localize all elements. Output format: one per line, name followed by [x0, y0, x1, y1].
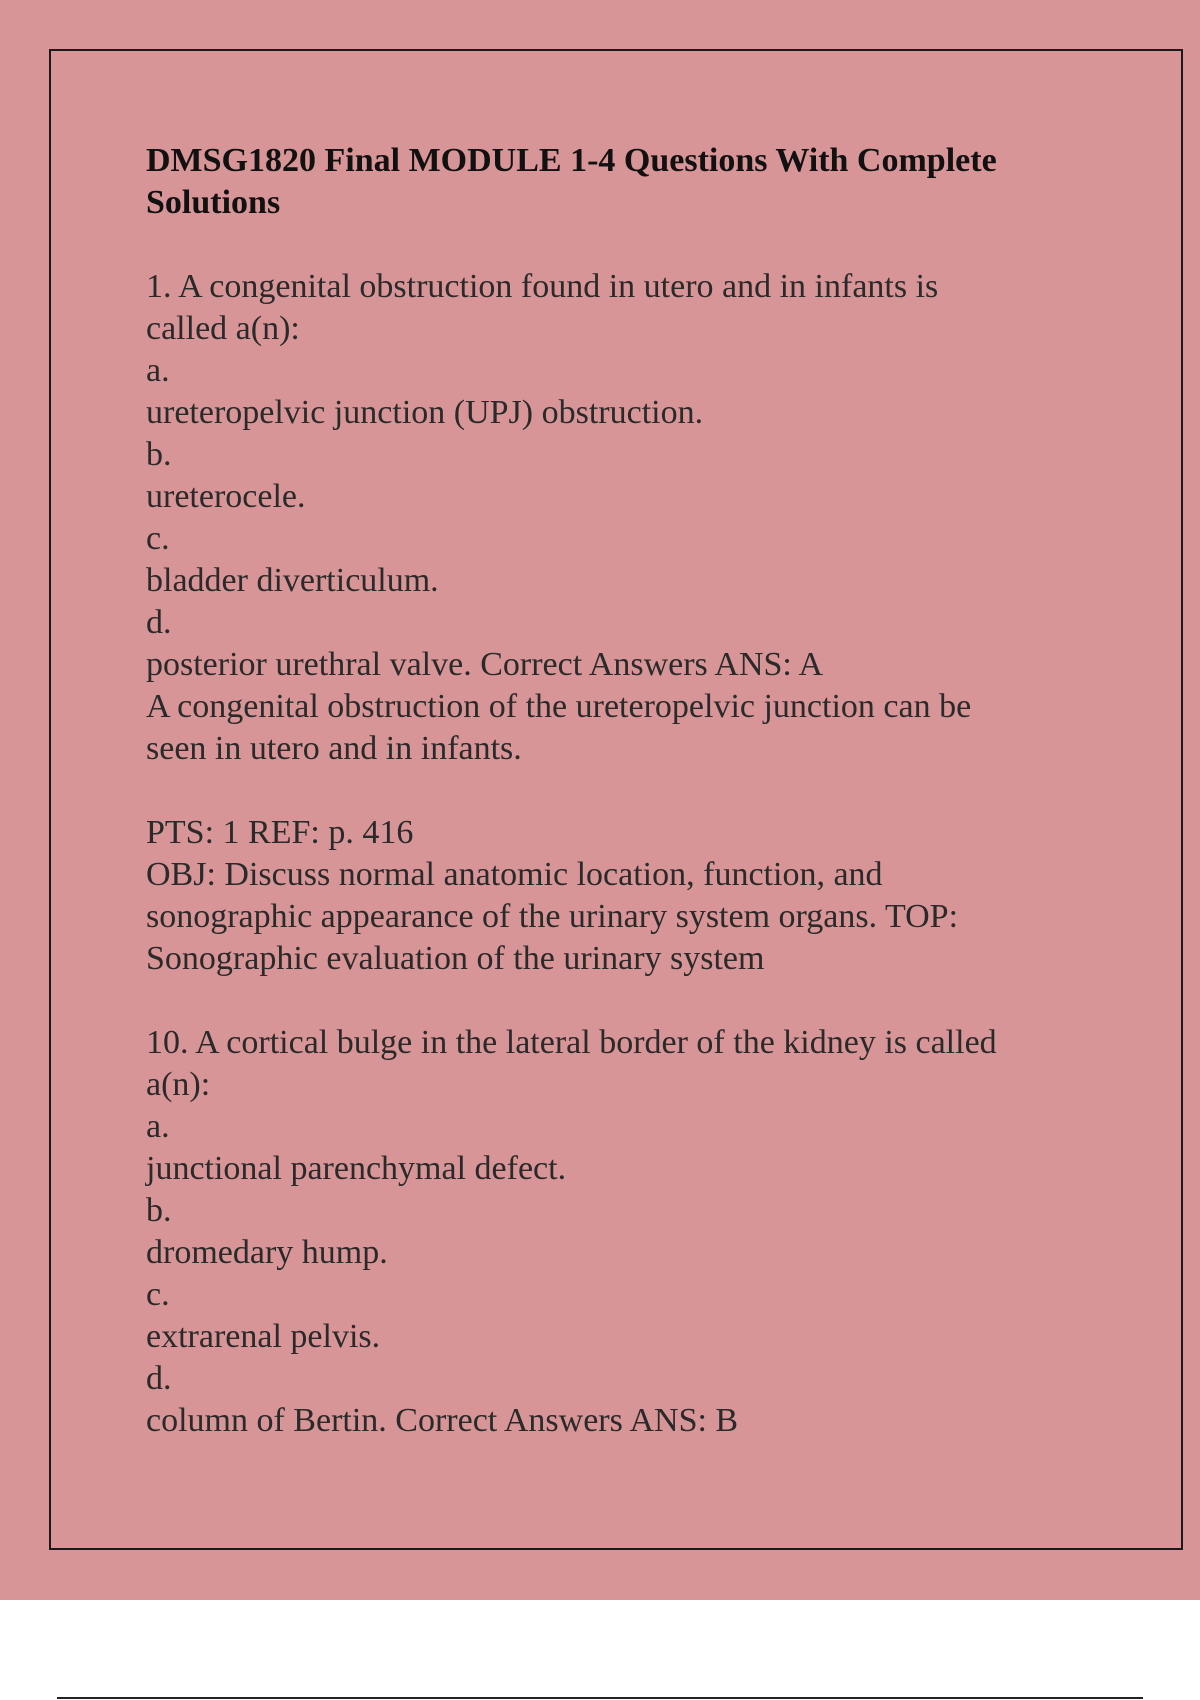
points-reference: PTS: 1 REF: p. 416	[146, 814, 414, 851]
question-10	[146, 1022, 1086, 1442]
option-label: c.	[146, 1276, 170, 1313]
option-label: b.	[146, 1192, 172, 1229]
option-text: bladder diverticulum.	[146, 562, 439, 599]
option-text-with-answer: posterior urethral valve. Correct Answers ANS: A	[146, 646, 824, 683]
question-stem: called a(n):	[146, 310, 300, 347]
option-text: ureteropelvic junction (UPJ) obstruction.	[146, 394, 704, 431]
option-text: junctional parenchymal defect.	[146, 1150, 567, 1187]
objective: Sonographic evaluation of the urinary system	[146, 940, 765, 977]
spacer	[146, 980, 1086, 1022]
question-stem: 10. A cortical bulge in the lateral border of the kidney is called	[146, 1024, 997, 1061]
rationale: seen in utero and in infants.	[146, 730, 522, 767]
rationale: A congenital obstruction of the ureteropelvic junction can be	[146, 688, 972, 725]
option-label: a.	[146, 1108, 170, 1145]
spacer	[146, 770, 1086, 812]
option-text-with-answer: column of Bertin. Correct Answers ANS: B	[146, 1402, 739, 1439]
option-text: extrarenal pelvis.	[146, 1318, 381, 1355]
option-label: b.	[146, 436, 172, 473]
question-stem: a(n):	[146, 1066, 211, 1103]
option-label: d.	[146, 604, 172, 641]
option-label: d.	[146, 1360, 172, 1397]
option-text: dromedary hump.	[146, 1234, 388, 1271]
document-title: DMSG1820 Final MODULE 1-4 Questions With Complete Solutions	[146, 142, 997, 221]
question-stem: 1. A congenital obstruction found in utero and in infants is	[146, 268, 939, 305]
objective: OBJ: Discuss normal anatomic location, function, and	[146, 856, 883, 893]
option-text: ureterocele.	[146, 478, 306, 515]
footer-divider	[57, 1697, 1143, 1699]
question-1	[146, 266, 1086, 980]
document-content	[146, 140, 1086, 1442]
objective: sonographic appearance of the urinary system organs. TOP:	[146, 898, 959, 935]
option-label: c.	[146, 520, 170, 557]
option-label: a.	[146, 352, 170, 389]
